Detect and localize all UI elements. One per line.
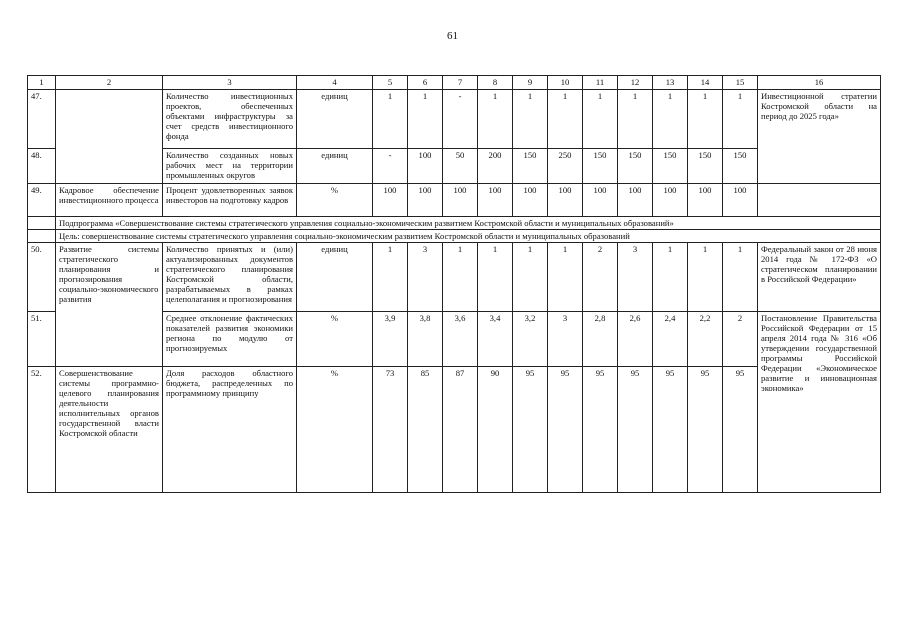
table-row: [28, 367, 881, 493]
measure-name: Развитие системы стратегического планирования и прогнозирования социально-экономического развития: [56, 243, 163, 367]
source-document: Федеральный закон от 28 июня 2014 года № 172-ФЗ «О стратегическом планировании в Российской Федерации»: [758, 243, 881, 312]
row-number: 49.: [28, 184, 56, 217]
value-cell: 1: [408, 90, 443, 149]
unit: единиц: [297, 90, 373, 149]
value-cell: 3: [618, 243, 653, 312]
value-cell: 95: [618, 367, 653, 493]
value-cell: 50: [443, 149, 478, 184]
value-cell: 2: [583, 243, 618, 312]
value-cell: 73: [373, 367, 408, 493]
source-document: [758, 184, 881, 217]
column-header: 5: [373, 76, 408, 90]
row-number: [28, 217, 56, 230]
value-cell: 1: [478, 90, 513, 149]
source-document: Инвестиционной стратегии Костромской области на период до 2025 года»: [758, 90, 881, 184]
value-cell: 1: [548, 243, 583, 312]
row-number: 52.: [28, 367, 56, 493]
value-cell: 2,4: [653, 312, 688, 367]
value-cell: 95: [583, 367, 618, 493]
column-header: 4: [297, 76, 373, 90]
value-cell: 1: [688, 90, 723, 149]
value-cell: 1: [583, 90, 618, 149]
value-cell: 3,6: [443, 312, 478, 367]
value-cell: 3: [408, 243, 443, 312]
column-header: 1: [28, 76, 56, 90]
value-cell: 3,9: [373, 312, 408, 367]
value-cell: 95: [723, 367, 758, 493]
value-cell: 3,8: [408, 312, 443, 367]
column-header: 12: [618, 76, 653, 90]
value-cell: 1: [653, 243, 688, 312]
value-cell: 100: [408, 149, 443, 184]
source-document: Постановление Правительства Российской Федерации от 15 апреля 2014 года № 316 «Об утверждении государственной программы Российской Федерации «Экономическое развитие и инновационная экономика»: [758, 312, 881, 493]
value-cell: 100: [408, 184, 443, 217]
value-cell: 95: [653, 367, 688, 493]
value-cell: 100: [548, 184, 583, 217]
value-cell: 100: [513, 184, 548, 217]
value-cell: 3: [548, 312, 583, 367]
value-cell: 100: [618, 184, 653, 217]
value-cell: 150: [653, 149, 688, 184]
value-cell: 150: [618, 149, 653, 184]
row-number: 48.: [28, 149, 56, 184]
unit: %: [297, 312, 373, 367]
value-cell: 87: [443, 367, 478, 493]
value-cell: 1: [688, 243, 723, 312]
value-cell: 1: [513, 90, 548, 149]
subprogram-row: [28, 217, 881, 230]
measure-name: [56, 90, 163, 184]
column-header: 2: [56, 76, 163, 90]
indicator-name: Процент удовлетворенных заявок инвесторов на подготовку кадров: [163, 184, 297, 217]
value-cell: 1: [443, 243, 478, 312]
indicators-table: [27, 75, 881, 493]
value-cell: 250: [548, 149, 583, 184]
measure-name: Кадровое обеспечение инвестиционного процесса: [56, 184, 163, 217]
value-cell: 3,2: [513, 312, 548, 367]
unit: единиц: [297, 149, 373, 184]
indicator-name: Количество инвестиционных проектов, обеспеченных объектами инфраструктуры за счет средств инвестиционного фонда: [163, 90, 297, 149]
value-cell: 2,8: [583, 312, 618, 367]
column-header: 15: [723, 76, 758, 90]
column-header: 3: [163, 76, 297, 90]
unit: единиц: [297, 243, 373, 312]
indicator-name: Доля расходов областного бюджета, распределенных по программному принципу: [163, 367, 297, 493]
column-header: 7: [443, 76, 478, 90]
indicator-name: Количество принятых и (или) актуализированных документов стратегического планирования Костромской области, разрабатываемых в рамках целеполагания и прогнозирования: [163, 243, 297, 312]
value-cell: 100: [583, 184, 618, 217]
value-cell: 1: [548, 90, 583, 149]
value-cell: 100: [478, 184, 513, 217]
value-cell: 100: [723, 184, 758, 217]
row-number: 47.: [28, 90, 56, 149]
value-cell: 150: [723, 149, 758, 184]
column-header-row: [28, 76, 881, 90]
value-cell: 1: [618, 90, 653, 149]
column-header: 13: [653, 76, 688, 90]
column-header: 6: [408, 76, 443, 90]
value-cell: 100: [443, 184, 478, 217]
value-cell: 1: [723, 243, 758, 312]
indicator-name: Количество созданных новых рабочих мест на территории промышленных округов: [163, 149, 297, 184]
value-cell: 1: [373, 243, 408, 312]
value-cell: 1: [723, 90, 758, 149]
goal-title: Цель: совершенствование системы стратегического управления социально-экономическим развитием Костромской области и муниципальных образований: [56, 230, 881, 243]
table-row: [28, 243, 881, 312]
value-cell: 1: [653, 90, 688, 149]
value-cell: 3,4: [478, 312, 513, 367]
table-row: [28, 184, 881, 217]
value-cell: 1: [513, 243, 548, 312]
value-cell: 200: [478, 149, 513, 184]
value-cell: 95: [513, 367, 548, 493]
value-cell: 2,2: [688, 312, 723, 367]
column-header: 8: [478, 76, 513, 90]
value-cell: 100: [688, 184, 723, 217]
unit: %: [297, 367, 373, 493]
value-cell: 90: [478, 367, 513, 493]
value-cell: 150: [513, 149, 548, 184]
column-header: 10: [548, 76, 583, 90]
subprogram-title: Подпрограмма «Совершенствование системы стратегического управления социально-экономическим развитием Костромской области и муниципальных образований»: [56, 217, 881, 230]
value-cell: 150: [583, 149, 618, 184]
table-row: [28, 90, 881, 149]
value-cell: 100: [653, 184, 688, 217]
column-header: 16: [758, 76, 881, 90]
page-number: 61: [447, 30, 458, 42]
value-cell: 150: [688, 149, 723, 184]
goal-row: [28, 230, 881, 243]
value-cell: 100: [373, 184, 408, 217]
column-header: 9: [513, 76, 548, 90]
unit: %: [297, 184, 373, 217]
row-number: 50.: [28, 243, 56, 312]
value-cell: 2,6: [618, 312, 653, 367]
value-cell: -: [373, 149, 408, 184]
value-cell: 1: [373, 90, 408, 149]
column-header: 11: [583, 76, 618, 90]
row-number: [28, 230, 56, 243]
value-cell: 85: [408, 367, 443, 493]
row-number: 51.: [28, 312, 56, 367]
value-cell: 2: [723, 312, 758, 367]
indicator-name: Среднее отклонение фактических показателей развития экономики региона по модулю от прогнозируемых: [163, 312, 297, 367]
value-cell: 1: [478, 243, 513, 312]
column-header: 14: [688, 76, 723, 90]
measure-name: Совершенствование системы программно-целевого планирования деятельности исполнительных органов государственной власти Костромской области: [56, 367, 163, 493]
value-cell: 95: [548, 367, 583, 493]
value-cell: 95: [688, 367, 723, 493]
value-cell: -: [443, 90, 478, 149]
